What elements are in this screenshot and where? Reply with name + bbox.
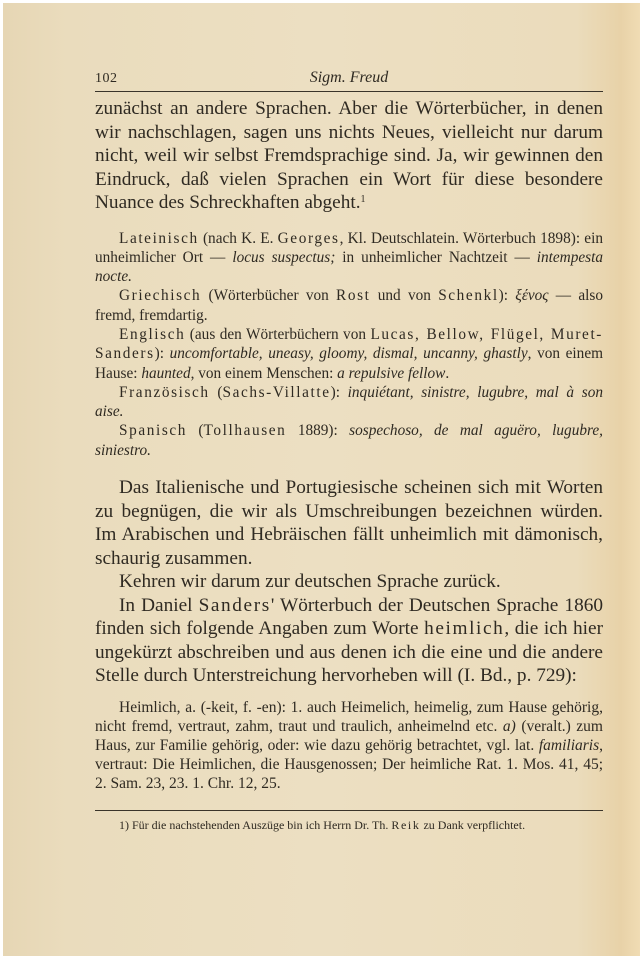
definition-text: in unheimlicher Nachtzeit — [335,248,537,266]
paragraph-text: In Daniel [119,594,199,616]
language-label: Englisch [119,325,186,343]
book-page [3,3,640,956]
french-terms: inquiétant, sinistre, lugubre, mal à son aise. [95,383,603,421]
source-text: ): [330,383,348,401]
english-term: haunted [141,364,191,382]
entry-text: Heimlich, a. (-keit, f. -en): 1. auch Heimelich, heimelig, zum Hause gehörig, nicht fremd, vertraut, zahm, traut und traulich, anheimelnd etc. [95,698,603,735]
entry-marker: a) [502,717,516,735]
page-number: 102 [95,71,118,86]
latin-term: intempesta nocte. [95,248,603,286]
author-name: Sachs-Villatte [222,383,331,401]
footnote-text: zu Dank verpflichtet. [420,817,526,832]
author-name: Reik [391,817,421,832]
definition-text: , von einem Hause: [95,345,604,382]
paragraph-text: ' Wörterbuch der Deutschen Sprache 1860 finden sich folgende Angaben zum Worte [95,594,603,640]
source-text: und von [370,287,439,305]
spanish-terms: sospechoso, de mal aguëro, lugubre, siniestro. [95,422,603,459]
punctuation: . [445,364,450,382]
body-text [95,97,603,833]
source-text: ): [154,345,170,363]
entry-latin [95,229,603,287]
source-text: ): [498,287,516,305]
paragraph-intro-text: zunächst an andere Sprachen. Aber die Wörterbücher, in denen wir nachschlagen, sagen uns nichts Neues, vielleicht nur darum nicht, weil wir selbst Fremdsprachige sind. Ja, wir gewinnen den Eindruck, daß vielen Sprachen ein Wort für diese besondere Nuance des Schreckhaften abgeht. [95,98,603,213]
page-header [95,69,603,92]
dictionary-entry [95,698,603,794]
paragraph-intro [95,97,603,215]
latin-term: familiaris [538,736,600,754]
source-text: (nach K. E. [198,229,278,247]
source-text: , Kl. Deutschlatein. Wörterbuch 1898): ein unheimlicher Ort — [95,229,603,266]
entry-french [95,383,603,422]
keyword: heimlich [424,618,505,640]
entry-spanish [95,421,603,460]
entry-text: (veralt.) zum Haus, zur Familie gehörig, oder: wie dazu gehörig betrachtet, vgl. lat. [95,717,603,754]
source-text: ( [187,422,204,440]
paragraph-return: Kehren wir darum zur deutschen Sprache zurück. [119,571,501,593]
author-name: Rost [336,287,371,305]
latin-term: locus suspectus; [232,248,336,266]
paragraph-sanders [95,594,603,688]
source-text: ( [209,383,223,401]
entry-greek [95,286,603,325]
source-text: (aus den Wörterbüchern von [185,325,371,343]
source-text: (Wörterbücher von [201,287,337,305]
author-name: Georges [277,229,340,247]
footnote-rule [95,810,603,811]
definition-text: , von einem Menschen: [190,364,338,382]
language-label: Französisch [119,383,210,401]
entry-text: , vertraut: Die Heimlichen, die Hausgenossen; Der heimliche Rat. 1. Mos. 41, 45; 2. Sam. 23, 23. 1. Chr. 12, 25. [95,736,603,793]
author-name: Lucas, Bellow, Flügel, Muret-Sanders [95,325,603,363]
author-name: Schenkl [438,287,499,305]
paragraph-italian: Das Italienische und Portugiesische scheinen sich mit Worten zu begnügen, die wir als Umschreibungen bezeichnen würden. Im Arabischen und Hebräischen fällt unheimlich mit dämonisch, schaurig zusammen. [95,477,603,569]
author-name: Sanders [198,594,271,616]
english-term: a repulsive fellow [337,364,446,382]
language-label: Lateinisch [119,229,199,247]
footnote [95,818,603,834]
entry-english [95,325,603,383]
english-terms: uncomfortable, uneasy, gloomy, dismal, uncanny, ghastly [169,345,528,363]
footnote-marker[interactable]: 1 [360,194,366,205]
running-head: Sigm. Freud [309,69,389,86]
greek-term: ξένος [515,287,549,305]
language-label: Spanisch [119,422,188,440]
paragraph-text: , die ich hier ungekürzt abschreiben und aus denen ich die eine und die andere Stelle durch Unterstreichung hervorheben will (I. Bd., p. 729): [95,618,603,687]
footnote-text: 1) Für die nachstehenden Auszüge bin ich Herrn Dr. Th. [119,817,392,832]
definition-text: — also fremd, fremdartig. [95,287,603,324]
language-label: Griechisch [119,287,202,305]
source-text: 1889): [286,422,350,440]
author-name: Tollhausen [203,422,287,440]
